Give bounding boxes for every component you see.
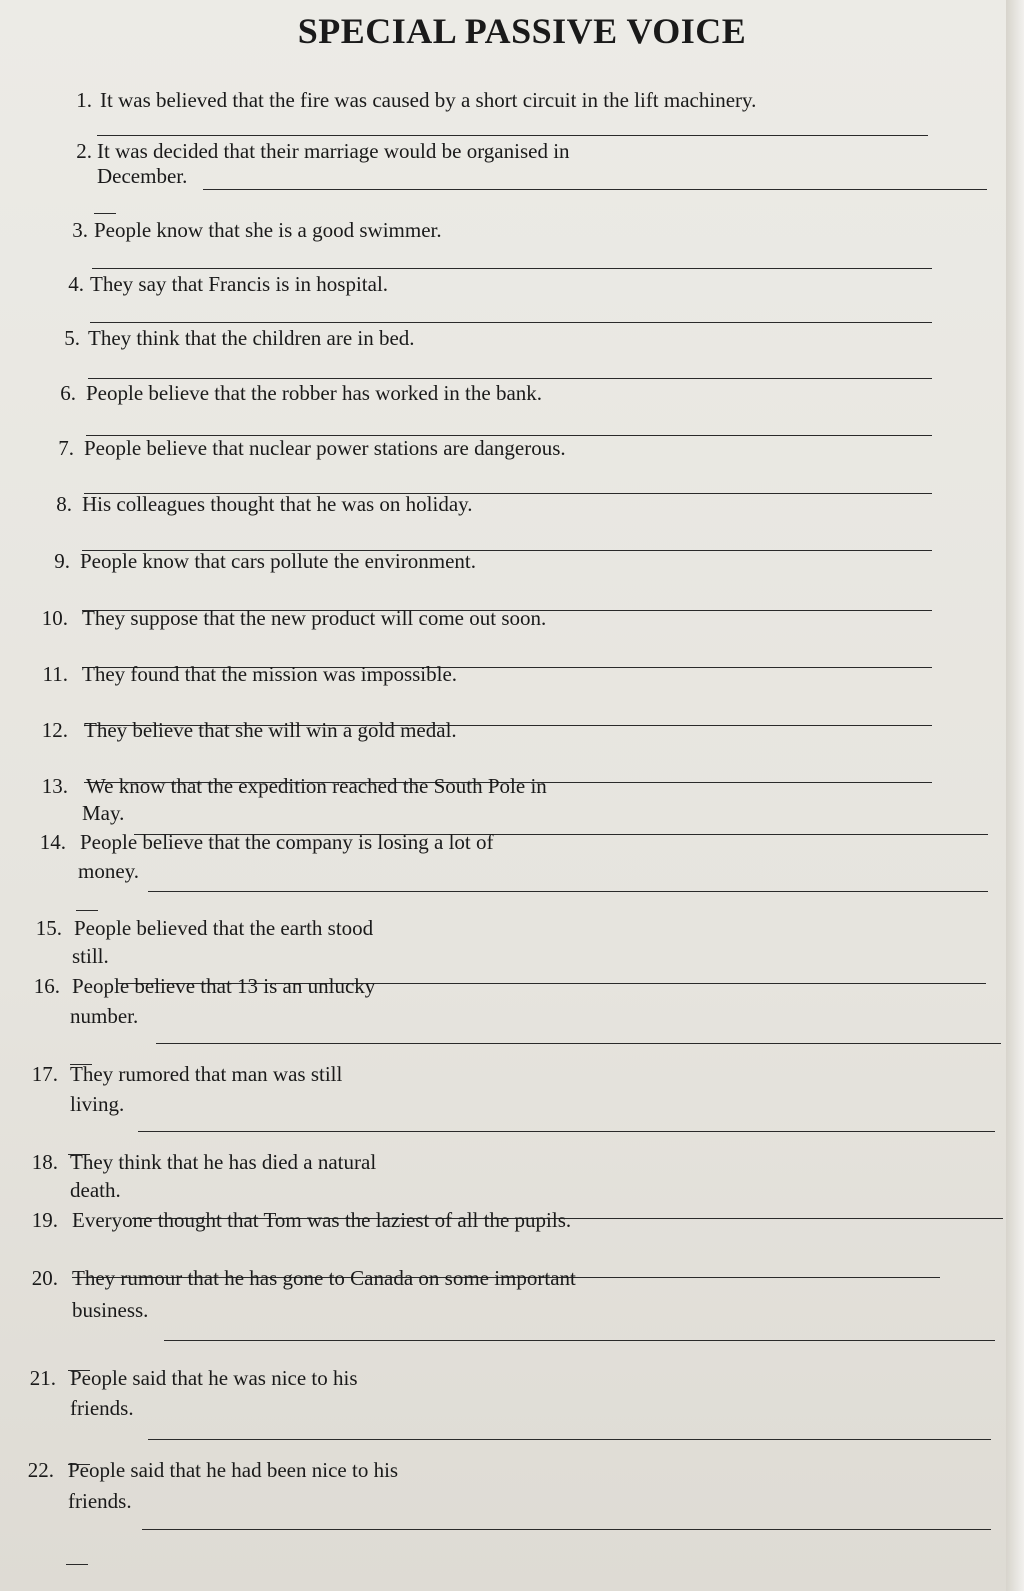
item-sentence-continuation: friends. xyxy=(70,1396,134,1420)
item-number: 20. xyxy=(31,1266,58,1290)
item-sentence-continuation: living. xyxy=(70,1092,125,1116)
item-sentence-continuation: December. xyxy=(97,164,188,188)
item-sentence: People believe that 13 is an unlucky xyxy=(72,974,376,998)
item-sentence-continuation: May. xyxy=(82,801,125,825)
item-sentence: They rumored that man was still xyxy=(70,1062,343,1086)
answer-line[interactable] xyxy=(97,135,928,136)
item-number: 22. xyxy=(27,1458,54,1482)
item-sentence: People know that cars pollute the environment. xyxy=(80,549,476,573)
item-sentence-continuation: money. xyxy=(78,859,140,883)
answer-line[interactable] xyxy=(164,1340,995,1341)
item-number: 17. xyxy=(31,1062,58,1086)
item-number: 7. xyxy=(58,436,74,460)
item-sentence: They suppose that the new product will come out soon. xyxy=(82,606,547,630)
item-sentence: They think that the children are in bed. xyxy=(88,326,415,350)
answer-line[interactable] xyxy=(138,1131,995,1132)
item-number: 10. xyxy=(41,606,68,630)
item-number: 19. xyxy=(31,1208,58,1232)
answer-line-overflow xyxy=(94,213,116,214)
answer-line[interactable] xyxy=(90,322,932,323)
item-sentence: People said that he had been nice to his xyxy=(68,1458,399,1482)
item-number: 15. xyxy=(35,916,62,940)
item-number: 18. xyxy=(31,1150,58,1174)
item-sentence: People believe that nuclear power stations are dangerous. xyxy=(84,436,566,460)
item-sentence: They rumour that he has gone to Canada on some important xyxy=(72,1266,576,1290)
item-number: 1. xyxy=(76,88,92,112)
item-number: 9. xyxy=(54,549,70,573)
item-sentence: People know that she is a good swimmer. xyxy=(94,218,442,242)
item-sentence: His colleagues thought that he was on holiday. xyxy=(82,492,473,516)
answer-line-overflow xyxy=(76,910,98,911)
item-number: 5. xyxy=(64,326,80,350)
item-number: 11. xyxy=(42,662,68,686)
answer-line-overflow xyxy=(66,1564,88,1565)
answer-line[interactable] xyxy=(92,268,932,269)
item-sentence: They say that Francis is in hospital. xyxy=(90,272,389,296)
item-number: 2. xyxy=(76,139,92,163)
item-number: 4. xyxy=(68,272,84,296)
item-sentence: It was decided that their marriage would be organised in xyxy=(97,139,570,163)
item-sentence: They believe that she will win a gold medal. xyxy=(84,718,457,742)
item-sentence-continuation: still. xyxy=(72,944,109,968)
item-sentence-continuation: number. xyxy=(70,1004,139,1028)
answer-line[interactable] xyxy=(142,1529,991,1530)
item-sentence: Everyone thought that Tom was the laziest of all the pupils. xyxy=(72,1208,572,1232)
item-number: 14. xyxy=(39,830,66,854)
answer-line[interactable] xyxy=(148,891,988,892)
item-sentence: They think that he has died a natural xyxy=(70,1150,377,1174)
item-number: 6. xyxy=(60,381,76,405)
item-sentence: We know that the expedition reached the South Pole in xyxy=(86,774,547,798)
item-sentence: People believe that the robber has worked in the bank. xyxy=(86,381,543,405)
answer-line[interactable] xyxy=(148,1439,991,1440)
answer-line[interactable] xyxy=(203,189,987,190)
item-number: 21. xyxy=(29,1366,56,1390)
item-sentence: They found that the mission was impossible. xyxy=(82,662,458,686)
item-number: 13. xyxy=(41,774,68,798)
item-sentence: It was believed that the fire was caused by a short circuit in the lift machinery. xyxy=(100,88,757,112)
item-sentence: People believed that the earth stood xyxy=(74,916,374,940)
item-sentence-continuation: death. xyxy=(70,1178,121,1202)
page-edge xyxy=(1006,0,1024,1591)
item-sentence-continuation: business. xyxy=(72,1298,149,1322)
worksheet-title: SPECIAL PASSIVE VOICE xyxy=(297,11,747,51)
answer-line[interactable] xyxy=(156,1043,1001,1044)
item-number: 16. xyxy=(33,974,60,998)
item-number: 12. xyxy=(41,718,68,742)
item-sentence: People believe that the company is losing a lot of xyxy=(80,830,494,854)
item-number: 3. xyxy=(72,218,88,242)
item-sentence: People said that he was nice to his xyxy=(70,1366,358,1390)
item-sentence-continuation: friends. xyxy=(68,1489,132,1513)
item-number: 8. xyxy=(56,492,72,516)
